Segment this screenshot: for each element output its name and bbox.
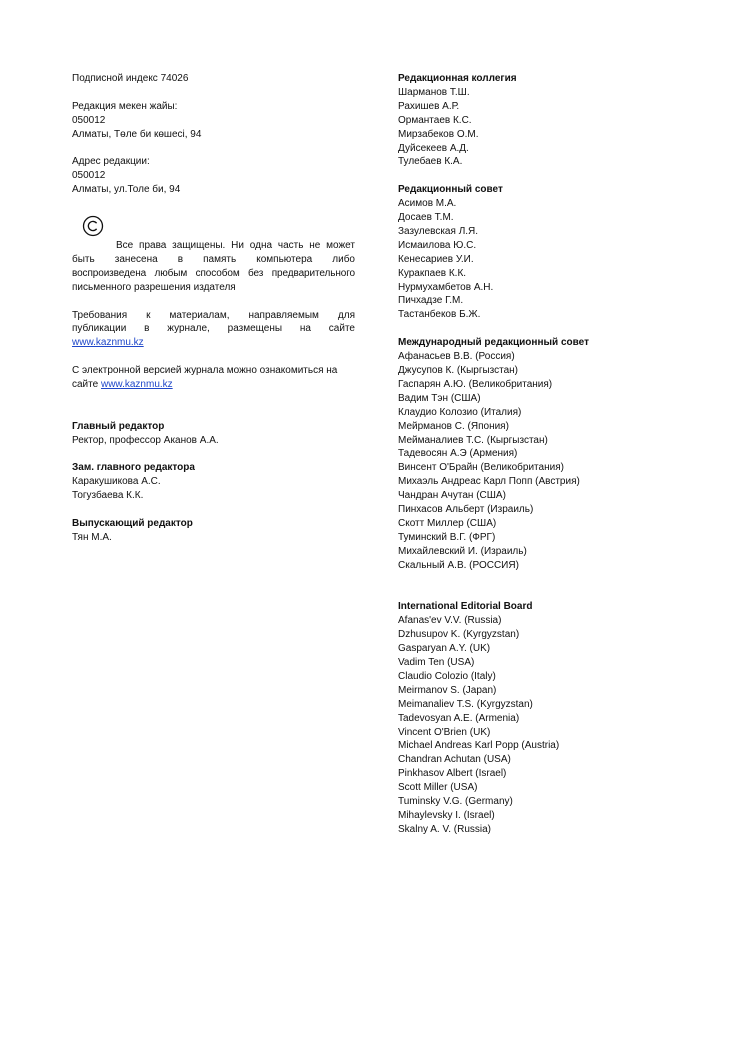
intl-council-ru-heading: Международный редакционный совет bbox=[398, 337, 589, 349]
intl-board-en-list bbox=[398, 614, 688, 837]
intl-member-en: Afanas'ev V.V. (Russia) bbox=[398, 615, 502, 627]
board-member: Рахишев А.Р. bbox=[398, 100, 460, 112]
intl-member-ru: Скотт Миллер (США) bbox=[398, 517, 497, 529]
intl-member-ru: Скальный А.В. (РОССИЯ) bbox=[398, 559, 519, 571]
chief-editor-heading: Главный редактор bbox=[72, 420, 165, 432]
issuing-editor-heading: Выпускающий редактор bbox=[72, 518, 193, 530]
right-column bbox=[398, 72, 688, 837]
electronic-line-2 bbox=[72, 378, 355, 392]
intl-member-en: Michael Andreas Karl Popp (Austria) bbox=[398, 740, 560, 752]
intl-member-ru: Михайлевский И. (Израиль) bbox=[398, 545, 527, 557]
intl-member-en: Vadim Ten (USA) bbox=[398, 657, 475, 669]
intl-member-ru: Гаспарян А.Ю. (Великобритания) bbox=[398, 378, 553, 390]
council-member: Исмаилова Ю.С. bbox=[398, 239, 477, 251]
intl-member-en: Meimanaliev T.S. (Kyrgyzstan) bbox=[398, 698, 533, 710]
requirements-line-1: Требования к материалам, направляемым для bbox=[72, 309, 355, 321]
intl-member-en: Scott Miller (USA) bbox=[398, 782, 478, 794]
council-member: Зазулевская Л.Я. bbox=[398, 225, 479, 237]
subscription-index: Подписной индекс 74026 bbox=[72, 73, 189, 84]
intl-member-ru: Мейрманов С. (Япония) bbox=[398, 420, 509, 432]
council-member: Пичхадзе Г.М. bbox=[398, 295, 464, 307]
deputy-editor: Каракушикова А.С. bbox=[72, 476, 161, 488]
electronic-link[interactable]: www.kaznmu.kz bbox=[100, 379, 173, 391]
editorial-council-list bbox=[398, 197, 688, 322]
requirements-line-2: публикации в журнале, размещены на сайте bbox=[72, 323, 355, 335]
copyright-line-3: воспроизведена любым способом без предварительного bbox=[72, 267, 355, 279]
ru-address-label: Адрес редакции: bbox=[72, 156, 150, 168]
board-member: Шарманов Т.Ш. bbox=[398, 86, 470, 98]
issuing-editor: Тян М.А. bbox=[72, 531, 112, 543]
ru-street: Алматы, ул.Толе би, 94 bbox=[72, 184, 181, 196]
intl-member-en: Meirmanov S. (Japan) bbox=[398, 684, 497, 696]
intl-member-en: Tuminsky V.G. (Germany) bbox=[398, 796, 513, 808]
council-member: Тастанбеков Б.Ж. bbox=[398, 309, 481, 321]
editorial-council-heading: Редакционный совет bbox=[398, 184, 503, 196]
board-member: Ормантаев К.С. bbox=[398, 114, 472, 126]
left-column bbox=[72, 72, 355, 545]
ru-postcode: 050012 bbox=[72, 170, 106, 182]
copyright-icon bbox=[82, 215, 104, 237]
copyright-block bbox=[72, 211, 355, 239]
electronic-line-1: С электронной версией журнала можно ознакомиться на bbox=[72, 365, 338, 377]
intl-member-ru: Туминский В.Г. (ФРГ) bbox=[398, 531, 496, 543]
intl-member-ru: Афанасьев В.В. (Россия) bbox=[398, 351, 515, 363]
council-member: Нурмухамбетов А.Н. bbox=[398, 281, 494, 293]
board-member: Дуйсекеев А.Д. bbox=[398, 142, 469, 154]
board-member: Мирзабеков О.М. bbox=[398, 128, 479, 140]
intl-member-ru: Клаудио Колозио (Италия) bbox=[398, 406, 522, 418]
intl-member-en: Mihaylevsky I. (Israel) bbox=[398, 809, 495, 821]
copyright-line-4: письменного разрешения издателя bbox=[72, 281, 236, 293]
deputy-editor-heading: Зам. главного редактора bbox=[72, 462, 195, 474]
intl-member-en: Skalny A. V. (Russia) bbox=[398, 823, 492, 835]
intl-council-ru-list bbox=[398, 350, 688, 573]
intl-member-en: Chandran Achutan (USA) bbox=[398, 754, 511, 766]
deputy-editor: Тогузбаева К.К. bbox=[72, 490, 144, 502]
council-member: Куракпаев К.К. bbox=[398, 267, 467, 279]
intl-member-ru: Вадим Тэн (США) bbox=[398, 392, 481, 404]
copyright-line-1: Все права защищены. Ни одна часть не может bbox=[116, 240, 355, 252]
intl-member-en: Pinkhasov Albert (Israel) bbox=[398, 768, 507, 780]
intl-member-ru: Михаэль Андреас Карл Попп (Австрия) bbox=[398, 476, 580, 488]
intl-member-en: Vincent O'Brien (UK) bbox=[398, 726, 491, 738]
copyright-line-2: быть занесена в память компьютера либо bbox=[72, 253, 355, 265]
board-member: Тулебаев К.А. bbox=[398, 156, 463, 168]
chief-editor: Ректор, профессор Аканов А.А. bbox=[72, 434, 219, 446]
council-member: Асимов М.А. bbox=[398, 198, 457, 210]
intl-member-ru: Джусупов К. (Кыргызстан) bbox=[398, 365, 519, 376]
intl-member-ru: Мейманалиев Т.С. (Кыргызстан) bbox=[398, 434, 548, 446]
intl-member-en: Gasparyan A.Y. (UK) bbox=[398, 643, 491, 655]
electronic-prefix: сайте bbox=[72, 379, 99, 391]
kz-postcode: 050012 bbox=[72, 114, 106, 126]
intl-member-en: Dzhusupov K. (Kyrgyzstan) bbox=[398, 629, 520, 641]
intl-member-ru: Винсент О'Брайн (Великобритания) bbox=[398, 462, 564, 474]
kz-address-label: Редакция мекен жайы: bbox=[72, 100, 178, 112]
editorial-board-heading: Редакционная коллегия bbox=[398, 73, 517, 84]
editorial-board-list bbox=[398, 86, 688, 169]
intl-member-ru: Чандран Ачутан (США) bbox=[398, 490, 506, 502]
requirements-link[interactable]: www.kaznmu.kz bbox=[72, 337, 144, 349]
intl-board-en-heading: International Editorial Board bbox=[398, 601, 533, 613]
intl-member-en: Claudio Colozio (Italy) bbox=[398, 670, 496, 682]
council-member: Досаев Т.М. bbox=[398, 212, 454, 224]
intl-member-ru: Пинхасов Альберт (Израиль) bbox=[398, 504, 534, 516]
kz-street: Алматы, Төле би көшесі, 94 bbox=[72, 128, 202, 140]
council-member: Кенесариев У.И. bbox=[398, 253, 474, 265]
intl-member-ru: Тадевосян А.Э (Армения) bbox=[398, 448, 518, 460]
intl-member-en: Tadevosyan A.E. (Armenia) bbox=[398, 712, 520, 724]
